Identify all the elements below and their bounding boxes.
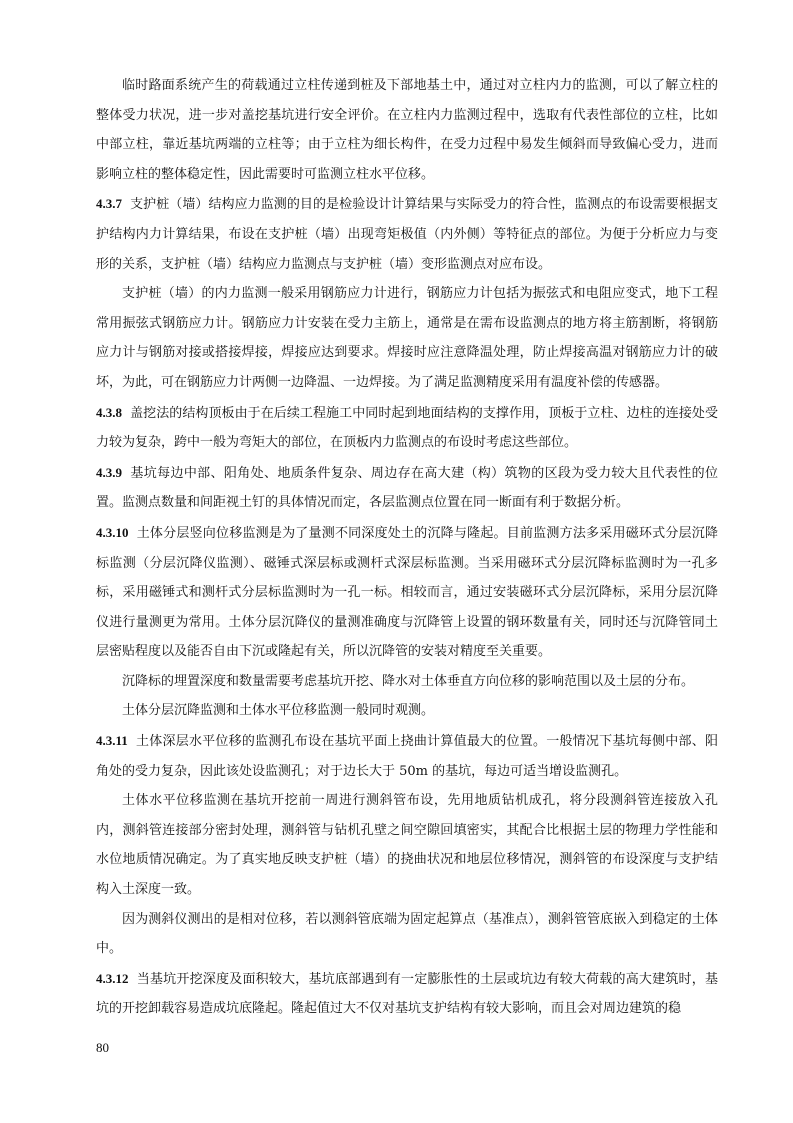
paragraph-text: 盖挖法的结构顶板由于在后续工程施工中同时起到地面结构的支撑作用，顶板于立柱、边柱的连接处受力较为复杂，跨中一般为弯矩大的部位，在顶板内力监测点的布设时考虑这些部位。 <box>96 405 718 451</box>
paragraph <box>96 786 718 904</box>
clause-paragraph <box>96 398 718 458</box>
paragraph <box>96 696 718 726</box>
paragraph <box>96 905 718 964</box>
page-number: 80 <box>96 1040 109 1055</box>
paragraph-text: 沉降标的埋置深度和数量需要考虑基坑开挖、降水对土体垂直方向位移的影响范围以及土层的分布。 <box>122 673 695 689</box>
paragraph-text: 基坑每边中部、阳角处、地质条件复杂、周边存在高大建（构）筑物的区段为受力较大且代表性的位置。监测点数量和间距视土钉的具体情况而定，各层监测点位置在同一断面有利于数据分析。 <box>96 465 718 511</box>
paragraph-text: 土体分层沉降监测和土体水平位移监测一般同时观测。 <box>122 703 435 719</box>
paragraph-text: 因为测斜仪测出的是相对位移，若以测斜管底端为固定起算点（基准点），测斜管管底嵌入到稳定的土体中。 <box>96 911 718 957</box>
clause-paragraph <box>96 726 718 786</box>
paragraph <box>96 667 718 697</box>
paragraph-text: 临时路面系统产生的荷载通过立柱传递到桩及下部地基土中，通过对立柱内力的监测，可以了解立柱的整体受力状况，进一步对盖挖基坑进行安全评价。在立柱内力监测过程中，选取有代表性部位的立柱，比如中部立柱，靠近基坑两端的立柱等；由于立柱为细长构件，在受力过程中易发生倾斜而导致偏心受力，进而影响立柱的整体稳定性，因此需要时可监测立柱水平位移。 <box>96 78 718 182</box>
paragraph-text: 当基坑开挖深度及面积较大，基坑底部遇到有一定膨胀性的土层或坑边有较大荷载的高大建筑时，基坑的开挖卸载容易造成坑底隆起。隆起值过大不仅对基坑支护结构有较大影响，而且会对周边建筑的稳 <box>96 971 718 1017</box>
clause-number: 4.3.9 <box>96 464 122 480</box>
clause-number: 4.3.7 <box>96 196 122 212</box>
paragraph-text: 支护桩（墙）结构应力监测的目的是检验设计计算结果与实际受力的符合性，监测点的布设需要根据支护结构内力计算结果，布设在支护桩（墙）出现弯矩极值（内外侧）等特征点的部位。为便于分析应力与变形的关系，支护桩（墙）结构应力监测点与支护桩（墙）变形监测点对应布设。 <box>96 197 718 272</box>
clause-paragraph <box>96 964 718 1024</box>
paragraph-text: 土体分层竖向位移监测是为了量测不同深度处土的沉降与隆起。目前监测方法多采用磁环式分层沉降标监测（分层沉降仪监测）、磁锤式深层标或测杆式深层标监测。当采用磁环式分层沉降标监测时为一孔多标，采用磁锤式和测杆式分层标监测时为一孔一标。相较而言，通过安装磁环式分层沉降标，采用分层沉降仪进行量测更为常用。土体分层沉降仪的量测准确度与沉降管上设置的钢环数量有关，同时还与沉降管同土层密贴程度以及能否自由下沉或隆起有关，所以沉降管的安装对精度至关重要。 <box>96 525 718 660</box>
clause-number: 4.3.10 <box>96 524 129 540</box>
clause-number: 4.3.8 <box>96 404 122 420</box>
paragraph <box>96 279 718 397</box>
paragraph-text: 土体深层水平位移的监测孔布设在基坑平面上挠曲计算值最大的位置。一般情况下基坑每侧中部、阳角处的受力复杂，因此该处设监测孔；对于边长大于 50m 的基坑，每边可适当增设监测孔。 <box>96 734 718 779</box>
paragraph-text: 支护桩（墙）的内力监测一般采用钢筋应力计进行，钢筋应力计包括为振弦式和电阻应变式，地下工程常用振弦式钢筋应力计。钢筋应力计安装在受力主筋上，通常是在需布设监测点的地方将主筋割断，将钢筋应力计与钢筋对接或搭接焊接，焊接应达到要求。焊接时应注意降温处理，防止焊接高温对钢筋应力计的破坏，为此，可在钢筋应力计两侧一边降温、一边焊接。为了满足监测精度采用有温度补偿的传感器。 <box>96 286 718 390</box>
clause-number: 4.3.11 <box>96 733 128 749</box>
clause-paragraph <box>96 518 718 667</box>
clause-paragraph <box>96 189 718 279</box>
clause-number: 4.3.12 <box>96 970 129 986</box>
paragraph <box>96 71 718 189</box>
clause-paragraph <box>96 458 718 518</box>
body-text <box>96 71 718 1024</box>
paragraph-text: 土体水平位移监测在基坑开挖前一周进行测斜管布设，先用地质钻机成孔，将分段测斜管连接放入孔内，测斜管连接部分密封处理，测斜管与钻机孔壁之间空隙回填密实，其配合比根据土层的物理力学性能和水位地质情况确定。为了真实地反映支护桩（墙）的挠曲状况和地层位移情况，测斜管的布设深度与支护结构入土深度一致。 <box>96 793 718 898</box>
